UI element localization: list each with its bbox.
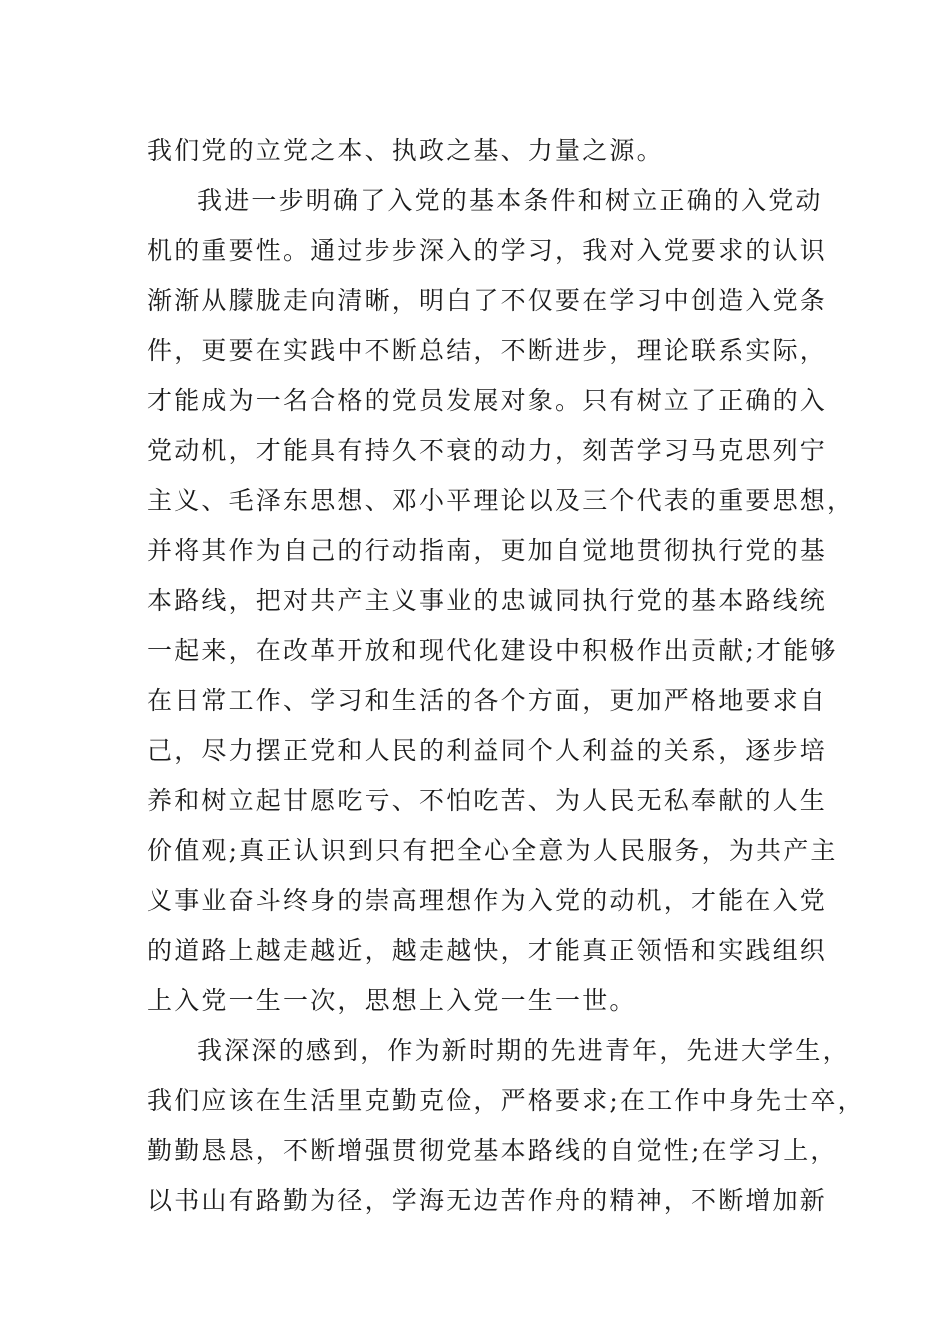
text-line: 一起来，在改革开放和现代化建设中积极作出贡献;才能够: [147, 636, 838, 665]
text-line: 本路线，把对共产主义事业的忠诚同执行党的基本路线统: [147, 586, 828, 615]
text-line: 我们应该在生活里克勤克俭，严格要求;在工作中身先士卒，: [147, 1086, 865, 1115]
text-line: 以书山有路勤为径，学海无边苦作舟的精神，不断增加新: [147, 1186, 828, 1215]
text-line: 的道路上越走越近，越走越快，才能真正领悟和实践组织: [147, 936, 828, 965]
text-line: 在日常工作、学习和生活的各个方面，更加严格地要求自: [147, 686, 828, 715]
text-line: 养和树立起甘愿吃亏、不怕吃苦、为人民无私奉献的人生: [147, 786, 828, 815]
text-line: 件，更要在实践中不断总结，不断进步，理论联系实际，: [147, 336, 828, 365]
text-line: 渐渐从朦胧走向清晰，明白了不仅要在学习中创造入党条: [147, 286, 828, 315]
text-line: 主义、毛泽东思想、邓小平理论以及三个代表的重要思想，: [147, 486, 855, 515]
text-line: 才能成为一名合格的党员发展对象。只有树立了正确的入: [147, 386, 828, 415]
text-line: 党动机，才能具有持久不衰的动力，刻苦学习马克思列宁: [147, 436, 828, 465]
text-line: 价值观;真正认识到只有把全心全意为人民服务，为共产主: [147, 836, 838, 865]
text-line: 勤勤恳恳，不断增强贯彻党基本路线的自觉性;在学习上，: [147, 1136, 838, 1165]
text-line: 义事业奋斗终身的崇高理想作为入党的动机，才能在入党: [147, 886, 828, 915]
text-line: 并将其作为自己的行动指南，更加自觉地贯彻执行党的基: [147, 536, 828, 565]
text-line: 己，尽力摆正党和人民的利益同个人利益的关系，逐步培: [147, 736, 828, 765]
paragraph-first-line: 我进一步明确了入党的基本条件和树立正确的入党动: [197, 186, 823, 215]
text-line: 上入党一生一次，思想上入党一生一世。: [147, 986, 637, 1015]
text-line: 机的重要性。通过步步深入的学习，我对入党要求的认识: [147, 236, 828, 265]
text-line: 我们党的立党之本、执政之基、力量之源。: [147, 136, 664, 165]
paragraph-first-line: 我深深的感到，作为新时期的先进青年，先进大学生，: [197, 1036, 850, 1065]
